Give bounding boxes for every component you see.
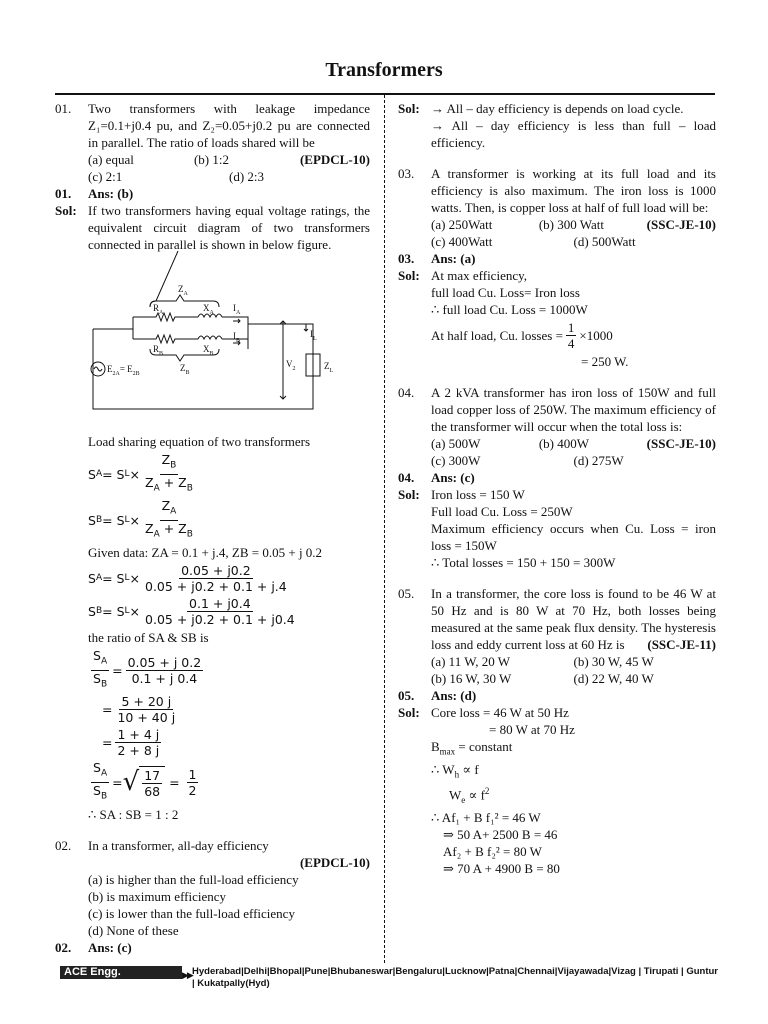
za-label: $Z_A$ <box>178 284 188 297</box>
left-column <box>55 100 370 956</box>
option-a: (a) 250Watt <box>431 217 493 232</box>
option-c: (c) is lower than the full-load efficiency <box>88 906 295 921</box>
exam-tag: (SSC-JE-11) <box>647 637 716 652</box>
parallel-transformer-circuit <box>55 259 370 423</box>
option-b: (b) 300 Watt <box>538 217 604 232</box>
solution-05: Sol: Core loss = 46 W at 50 Hz = 80 W at 70 Hz $B_{max}$ = constant ∴ $W_h \propto f$ $W_e \propto f^2$ ∴ Af₁ + B f₁² = 46 W ⇒ 50 A+ 2500 B = 46 Af₂ + B f₂² = 80 W ⇒ 70 A + 4900 B = 80 <box>398 705 575 877</box>
question-number: 01. <box>55 101 72 116</box>
v2-label: $V_2$ <box>286 359 296 372</box>
option-b: (b) 1:2 <box>193 152 229 167</box>
exam-tag: (SSC-JE-10) <box>646 217 716 232</box>
arrow-icon: ▶▶ <box>182 970 192 980</box>
ratio-derivation: $\frac{S_A}{S_B}$ = $\frac{0.05 + j 0.2}{0.1 + j 0.4}$ = $\frac{5 + 20 j}{10 + 40 j}$ = $\frac{1 + 4 j}{2 + 8 j}$ $\frac{S_A}{S_B}$ = √ $\frac{17}{68}$ = $\frac{1}{2}$ <box>93 648 202 801</box>
xb-label: $X_B$ <box>203 344 214 357</box>
exam-tag: (EPDCL-10) <box>299 855 370 870</box>
answer-03: 03. Ans: (a) <box>398 251 476 266</box>
question-text: In a transformer, all-day efficiency <box>88 838 269 853</box>
exam-tag: (SSC-JE-10) <box>646 436 716 451</box>
option-c: (c) 2:1 <box>88 169 123 184</box>
title-rule <box>55 93 715 95</box>
option-b: (b) 30 W, 45 W <box>573 654 654 669</box>
given-data: Given data: ZA = 0.1 + j.4, ZB = 0.05 + j 0.2 <box>88 545 323 560</box>
column-divider <box>384 95 385 963</box>
question-number: 05. <box>398 586 415 601</box>
option-d: (d) 2:3 <box>229 169 265 184</box>
right-column <box>398 100 716 877</box>
ratio-text: the ratio of SA & SB is <box>88 630 209 645</box>
solution-04: Sol: Iron loss = 150 W Full load Cu. Loss = 250W Maximum efficiency occurs when Cu. Loss = iron loss = 150W ∴ Total losses = 150 + 150 = 300W <box>398 487 716 570</box>
option-c: (c) 400Watt <box>431 234 493 249</box>
option-d: (d) 22 W, 40 W <box>573 671 654 686</box>
zb-label: $Z_B$ <box>180 363 190 376</box>
rb-label: $R_B$ <box>153 344 164 357</box>
page-title: Transformers <box>325 59 443 81</box>
question-05 <box>398 585 716 687</box>
answer-05: 05. Ans: (d) <box>398 688 477 703</box>
ra-label: $R_A$ <box>153 303 164 316</box>
option-d: (d) 500Watt <box>573 234 636 249</box>
page-footer <box>60 966 720 990</box>
option-b: (b) 400W <box>538 436 590 451</box>
xa-label: $X_A$ <box>203 303 214 316</box>
option-a: (a) 11 W, 20 W <box>431 654 511 669</box>
answer-01: 01. Ans: (b) <box>55 186 134 201</box>
question-text: In a transformer, the core loss is found to be 46 W at 50 Hz and is 80 W at 70 Hz, both losses being measured at the same peak flux density. The hysteresis loss and eddy current loss at 60 Hz is <box>431 586 716 652</box>
question-01 <box>55 100 370 185</box>
question-04 <box>398 384 716 469</box>
option-c: (c) 300W <box>431 453 481 468</box>
il-label: $I_L$ <box>310 329 317 342</box>
brand-box: ACE Engg. <box>60 966 182 979</box>
solution-03: Sol: At max efficiency, full load Cu. Loss= Iron loss ∴ full load Cu. Loss = 1000W At half load, Cu. losses = $\frac{1}{4}$ ×1000 = 250 W. <box>398 268 629 369</box>
option-c: (b) 16 W, 30 W <box>431 671 512 686</box>
option-d: (d) None of these <box>88 923 179 938</box>
solution-02: Sol: → All – day efficiency is depends on load cycle. → All – day efficiency is less than full – load efficiency. <box>398 101 716 150</box>
ia-label: $I_A$ <box>233 303 241 316</box>
question-number: 02. <box>55 838 72 853</box>
question-text: Two transformers with leakage impedance Z₁=0.1+j0.4 pu, and Z₂=0.05+j0.2 pu are connected in parallel. The ratio of loads shared will be <box>88 101 370 150</box>
option-a: (a) is higher than the full-load efficiency <box>88 872 299 887</box>
question-number: 03. <box>398 166 415 181</box>
exam-tag: (EPDCL-10) <box>299 152 370 167</box>
option-a: (a) 500W <box>431 436 481 451</box>
zl-label: $Z_L$ <box>324 361 334 374</box>
question-text: A transformer is working at its full load and its efficiency is also maximum. The iron loss is 1000 watts. Then, is copper loss at half of full load will be: <box>431 166 716 215</box>
option-a: (a) equal <box>88 152 134 167</box>
branch-locations: Hyderabad|Delhi|Bhopal|Pune|Bhubaneswar|Bengaluru|Lucknow|Patna|Chennai|Vijayawada|Vizag | Tirupati | Guntur | Kukatpally(Hyd) <box>192 966 718 989</box>
question-text: A 2 kVA transformer has iron loss of 150W and full load copper loss of 250W. The maximum efficiency of the transformer will occur when the total loss is: <box>431 385 716 434</box>
question-02 <box>55 837 370 939</box>
sa-equation: S A = S L × $\frac{Z_B}{Z_A + Z_B}$ S B = S L × $\frac{Z_A}{Z_A + Z_B}$ <box>88 452 193 539</box>
answer-02: 02. Ans: (c) <box>55 940 132 955</box>
option-b: (b) is maximum efficiency <box>88 889 227 904</box>
ratio-result: ∴ SA : SB = 1 : 2 <box>88 807 179 822</box>
question-number: 04. <box>398 385 415 400</box>
e-label: $E_{2A}= E_{2B}$ <box>107 364 140 377</box>
ib-label: $I_B$ <box>233 331 241 344</box>
answer-04: 04. Ans: (c) <box>398 470 475 485</box>
option-d: (d) 275W <box>573 453 624 468</box>
load-sharing-heading: Load sharing equation of two transformers <box>88 434 311 449</box>
solution-01: Sol: If two transformers having equal voltage ratings, the equivalent circuit diagram of two transformers connected in parallel is shown in below figure. <box>55 203 370 252</box>
question-03 <box>398 165 716 250</box>
circuit-diagram <box>88 259 334 419</box>
substituted-equations: S A = S L × $\frac{0.05 + j0.2}{0.05 + j0.2 + 0.1 + j.4}$ S B = S L × $\frac{0.1 + j0.4}{0.05 + j0.2 + 0.1 + j0.4}$ <box>88 563 295 627</box>
